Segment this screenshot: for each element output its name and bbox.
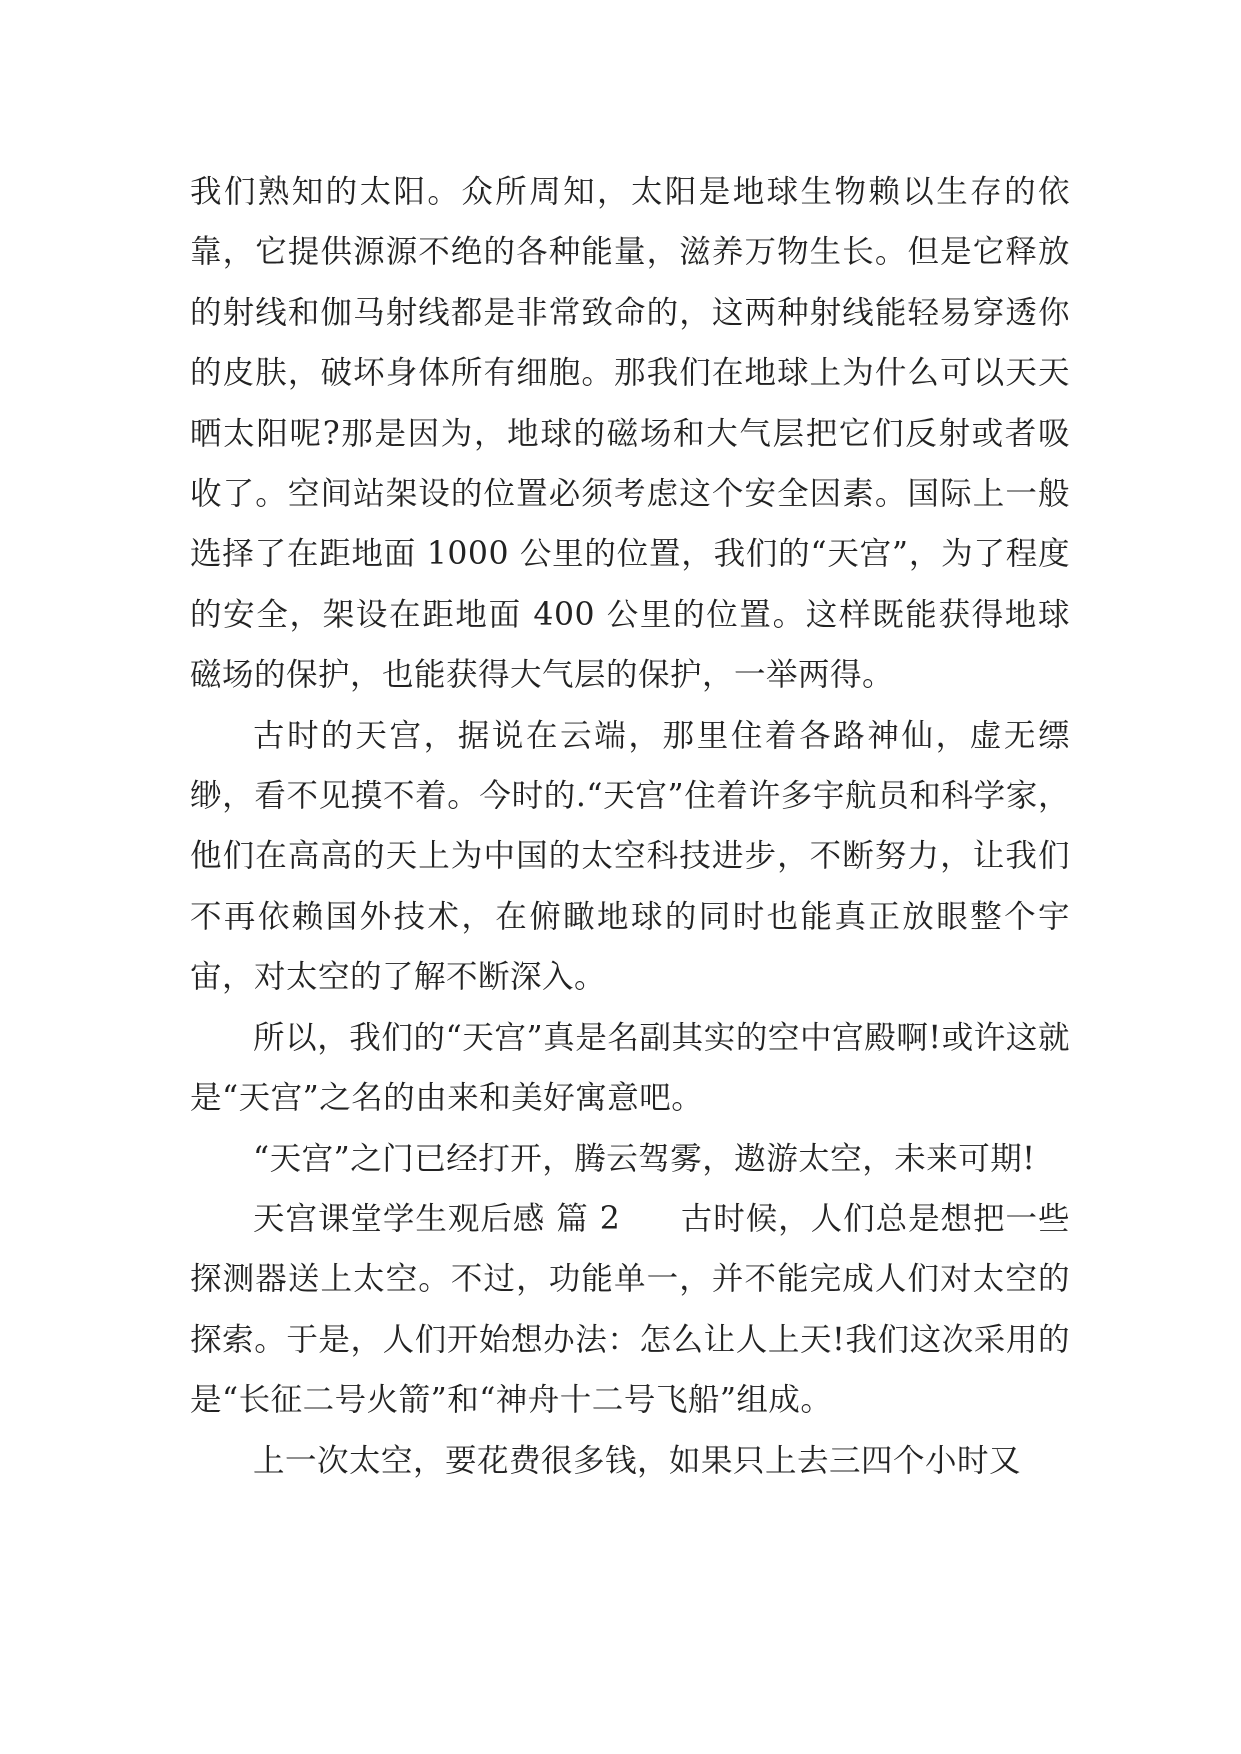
paragraph-future: “天宫”之门已经打开，腾云驾雾，遨游太空，未来可期! — [253, 1140, 1036, 1177]
section-text: 古时候，人们总是想把一些探测器送上太空。不过，功能单一，并不能完成人们对太空的探索。于是，人们开始想办法：怎么让人上天!我们这次采用的是“长征二号火箭”和“神舟十二号飞船”组成。 — [190, 1200, 1070, 1419]
paragraph-sun-radiation: 我们熟知的太阳。众所周知，太阳是地球生物赖以生存的依靠，它提供源源不绝的各种能量，滋养万物生长。但是它释放的射线和伽马射线都是非常致命的，这两种射线能轻易穿透你的皮肤，破坏身体所有细胞。那我们在地球上为什么可以天天晒太阳呢?那是因为，地球的磁场和大气层把它们反射或者吸收了。空间站架设的位置必须考虑这个安全因素。国际上一般选择了在距地面 1000 公里的位置，我们的“天宫”，为了程度的安全，架设在距地面 400 公里的位置。这样既能获得地球磁场的保护，也能获得大气层的保护，一举两得。 — [190, 174, 1070, 694]
paragraph-section-2 — [190, 1189, 1070, 1431]
paragraph-cost: 上一次太空，要花费很多钱，如果只上去三四个小时又 — [253, 1442, 1022, 1479]
paragraph-ancient-tiangong: 古时的天宫，据说在云端，那里住着各路神仙，虚无缥缈，看不见摸不着。今时的.“天宫”住着许多宇航员和科学家，他们在高高的天上为中国的太空科技进步，不断努力，让我们不再依赖国外技术，在俯瞰地球的同时也能真正放眼整个宇宙，对太空的了解不断深入。 — [190, 717, 1070, 996]
section-heading: 天宫课堂学生观后感 篇 2 — [253, 1200, 621, 1237]
document-body — [190, 162, 1070, 1491]
paragraph-sky-palace: 所以，我们的“天宫”真是名副其实的空中宫殿啊!或许这就是“天宫”之名的由来和美好寓意吧。 — [190, 1019, 1070, 1117]
